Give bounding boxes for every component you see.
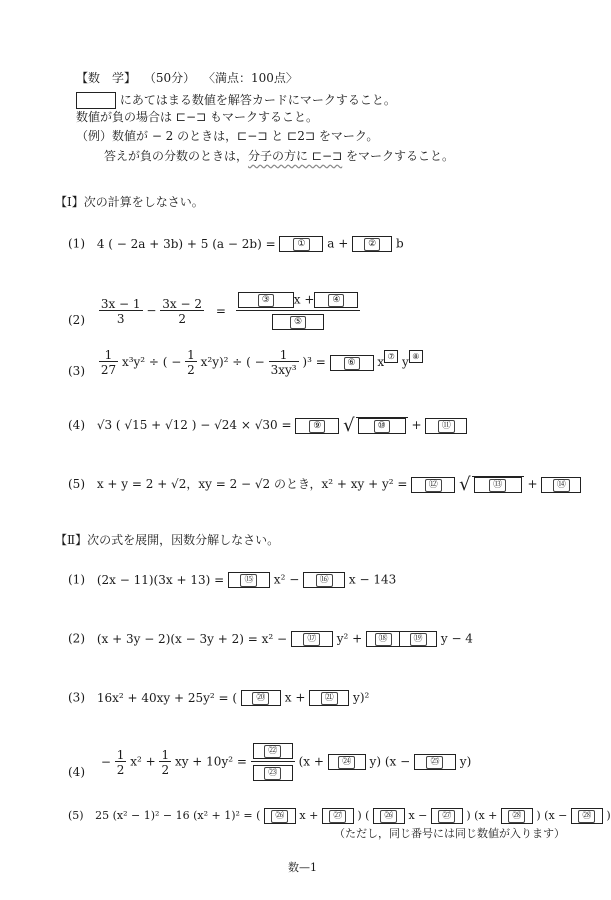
question-1-2: (2) $\frac{3x - 1}{3}$ − $\frac{3x - 2}{2}$ = $\frac{\text{③ x + ④}}{\text{⑤}}$ xyxy=(68,292,360,330)
answer-box-26-repeat[interactable]: ㉖ xyxy=(373,808,405,824)
same-number-note: （ただし，同じ番号には同じ数値が入ります） xyxy=(334,827,565,840)
answer-box-28[interactable]: ㉘ xyxy=(501,808,533,824)
answer-box-12[interactable]: ⑫ xyxy=(411,477,455,493)
answer-box-4[interactable]: ④ xyxy=(314,292,358,308)
answer-box-14[interactable]: ⑭ xyxy=(541,477,581,493)
answer-box-19[interactable]: ⑲ xyxy=(400,631,437,647)
answer-box-27-repeat[interactable]: ㉗ xyxy=(431,808,463,824)
fraction: $\frac{1}{27}$ xyxy=(100,348,117,377)
score-label: 〈満点：100点〉 xyxy=(202,71,298,85)
instruction-line-2: 数値が負の場合は ⊏−⊐ もマークすること。 xyxy=(76,110,318,124)
time-label: （50分） xyxy=(143,71,196,85)
answer-box-13[interactable]: ⑬ xyxy=(474,477,522,493)
subject-label: 【数 学】 xyxy=(76,71,137,85)
exam-header xyxy=(76,72,298,84)
question-2-4: (4) − $\frac{1}{2}$ x² + $\frac{1}{2}$ xy + 10y² = $\frac{\text{㉒}}{\text{㉓}}$ (x + ㉔ y) (x − ㉕ y) xyxy=(68,743,471,781)
answer-box-3[interactable]: ③ xyxy=(238,292,294,308)
answer-box-17[interactable]: ⑰ xyxy=(291,631,333,647)
instruction-line-4: 答えが負の分数のときは，分子の方に ⊏−⊐ をマークすること。 xyxy=(104,149,455,163)
fraction: $\frac{3x - 1}{3}$ xyxy=(100,296,141,326)
question-2-2: (2) (x + 3y − 2)(x − 3y + 2) = x² − ⑰ y² + ⑱ ⑲ y − 4 xyxy=(68,631,473,646)
answer-box-24[interactable]: ㉔ xyxy=(328,754,366,770)
question-2-3: (3) 16x² + 40xy + 25y² = ( ⑳ x + ㉑ y)² xyxy=(68,690,370,705)
question-1-1: (1) 4 ( − 2a + 3b) + 5 (a − 2b) = ① a + ② b xyxy=(68,236,404,251)
answer-box-2[interactable]: ② xyxy=(352,236,392,252)
question-2-1: (1) (2x − 11)(3x + 13) = ⑮ x² − ⑯ x − 143 xyxy=(68,572,397,587)
answer-box-8[interactable]: ⑧ xyxy=(409,350,423,363)
fraction: $\frac{1}{\text{3xy³}}$ xyxy=(270,348,297,377)
answer-fraction xyxy=(251,743,295,781)
answer-box-22[interactable]: ㉒ xyxy=(253,743,293,759)
answer-box-1[interactable]: ① xyxy=(279,236,323,252)
answer-box-15[interactable]: ⑮ xyxy=(228,572,270,588)
question-1-3: (3) $\frac{1}{27}$ x³y² ÷ ( − $\frac{1}{2}$ x²y)² ÷ ( − $\frac{1}{\text{3xy³}}$ )³ = ⑥ x ⑦ y ⑧ xyxy=(68,349,423,376)
fraction: $\frac{1}{2}$ xyxy=(187,348,195,377)
instruction-line-3: （例）数値が − 2 のときは，⊏−⊐ と ⊏2⊐ をマーク。 xyxy=(76,129,379,143)
emphasis-text: 分子の方に ⊏−⊐ xyxy=(248,149,343,163)
answer-box-18[interactable]: ⑱ xyxy=(366,631,400,647)
fraction: $\frac{1}{2}$ xyxy=(161,747,170,777)
section-1-title: 【Ⅰ】次の計算をしなさい。 xyxy=(55,195,204,209)
sqrt-sign: √ xyxy=(343,415,355,436)
answer-box-23[interactable]: ㉓ xyxy=(253,765,293,781)
fraction: $\frac{1}{2}$ xyxy=(116,747,125,777)
answer-box-11[interactable]: ⑪ xyxy=(425,418,467,434)
answer-box-5[interactable]: ⑤ xyxy=(272,314,324,330)
sample-answer-box xyxy=(76,92,116,109)
question-1-5: (5) x + y = 2 + √2，xy = 2 − √2 のとき，x² + xy + y² = ⑫ √ ⑬ + ⑭ xyxy=(68,474,581,493)
answer-box-27[interactable]: ㉗ xyxy=(322,808,354,824)
question-1-4: (4) √3 ( √15 + √12 ) − √24 × √30 = ⑨ √ ⑩ + ⑪ xyxy=(68,415,467,434)
section-2-title: 【Ⅱ】次の式を展開，因数分解しなさい。 xyxy=(55,533,280,547)
answer-box-25[interactable]: ㉕ xyxy=(414,754,456,770)
instruction-line-1: にあてはまる数値を解答カードにマークすること。 xyxy=(76,92,396,109)
answer-fraction: $\frac{\text{③ x + ④}}{\text{⑤}}$ xyxy=(236,292,361,330)
answer-box-20[interactable]: ⑳ xyxy=(241,690,281,706)
answer-box-16[interactable]: ⑯ xyxy=(303,572,345,588)
answer-box-9[interactable]: ⑨ xyxy=(295,418,339,434)
page-number: 数—1 xyxy=(288,861,317,874)
answer-box-26[interactable]: ㉖ xyxy=(264,808,296,824)
fraction: $\frac{3x - 2}{2}$ xyxy=(162,296,203,326)
answer-box-7[interactable]: ⑦ xyxy=(384,350,398,363)
answer-box-28-repeat[interactable]: ㉘ xyxy=(571,808,603,824)
answer-box-21[interactable]: ㉑ xyxy=(309,690,349,706)
answer-box-6[interactable]: ⑥ xyxy=(330,355,374,371)
sqrt-sign: √ xyxy=(459,474,471,495)
question-2-5: (5) 25 (x² − 1)² − 16 (x² + 1)² = ( ㉖ x + ㉗ ) ( ㉖ x − ㉗ ) (x + ㉘ ) (x − ㉘ ) xyxy=(68,809,611,822)
answer-box-10[interactable]: ⑩ xyxy=(358,418,406,434)
